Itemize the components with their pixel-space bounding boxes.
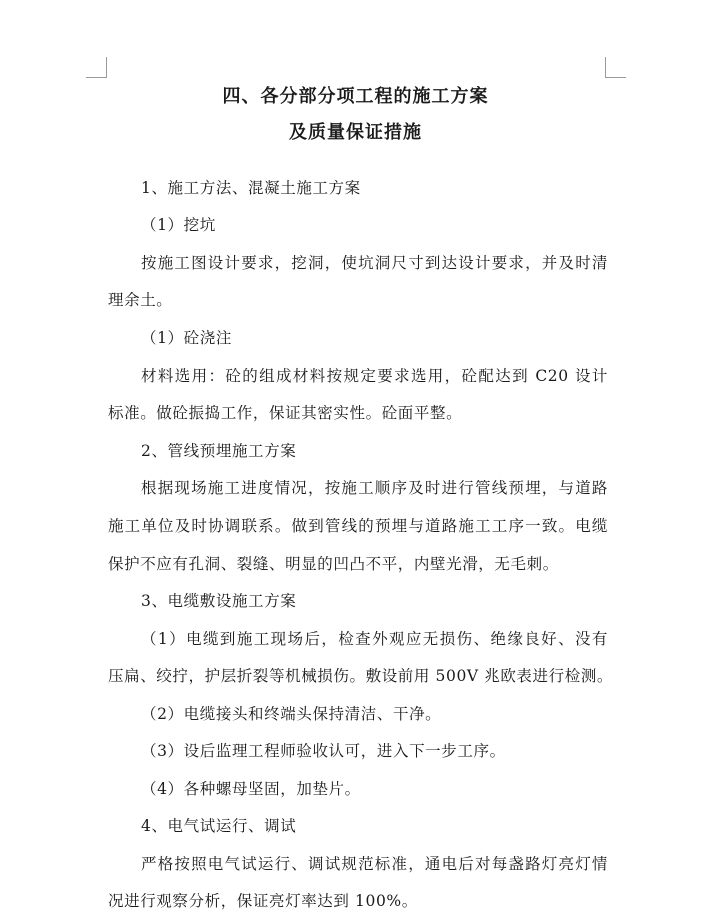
paragraph-line: 施工单位及时协调联系。做到管线的预埋与道路施工工序一致。电缆 [108,517,608,535]
paragraph-line: 标准。做砼振捣工作，保证其密实性。砼面平整。 [108,404,463,422]
paragraph-line: 保护不应有孔洞、裂缝、明显的凹凸不平，内壁光滑，无毛刺。 [108,555,559,573]
list-item-line: （1）电缆到施工现场后，检查外观应无损伤、绝缘良好、没有 [141,630,608,648]
paragraph-line: 根据现场施工进度情况，按施工顺序及时进行管线预埋，与道路 [141,479,608,497]
list-item: （3）设后监理工程师验收认可，进入下一步工序。 [141,742,506,760]
page-title: 四、各分部分项工程的施工方案 [222,86,489,107]
crop-mark-top-right [605,57,626,78]
page-subtitle: 及质量保证措施 [289,122,422,143]
paragraph-line: 严格按照电气试运行、调试规范标准，通电后对每盏路灯亮灯情 [141,855,608,873]
section-heading-construction-method: 1、施工方法、混凝土施工方案 [141,179,361,197]
crop-mark-top-left [86,57,107,78]
list-item: （2）电缆接头和终端头保持清洁、干净。 [141,705,442,723]
section-heading-electrical-test: 4、电气试运行、调试 [141,817,297,835]
paragraph-line: 况进行观察分析，保证亮灯率达到 100%。 [108,892,418,910]
paragraph-line: 按施工图设计要求，挖洞，使坑洞尺寸到达设计要求，并及时清 [141,254,608,272]
list-item-line: 压扁、绞拧，护层折裂等机械损伤。敷设前用 500V 兆欧表进行检测。 [108,667,614,685]
paragraph-line: 理余土。 [108,291,173,309]
subsection-heading-excavation: （1）挖坑 [141,216,216,234]
paragraph-line: 材料选用：砼的组成材料按规定要求选用，砼配达到 C20 设计 [141,367,608,385]
section-heading-cable-laying: 3、电缆敷设施工方案 [141,592,297,610]
subsection-heading-concrete-pouring: （1）砼浇注 [141,329,232,347]
section-heading-pipeline: 2、管线预埋施工方案 [141,442,297,460]
list-item: （4）各种螺母坚固，加垫片。 [141,780,361,798]
